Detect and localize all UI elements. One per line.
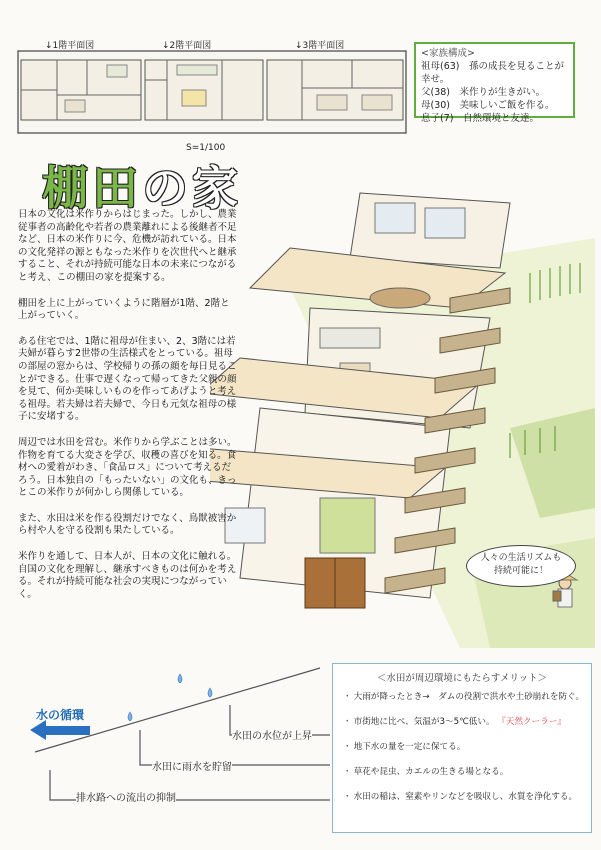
family-title: <家族構成> xyxy=(421,48,475,59)
body-paragraph: 棚田を上に上がっていくように階層が1階、2階と上がっていく。 xyxy=(18,297,230,322)
merit-item: ・ 地下水の量を一定に保てる。 xyxy=(343,742,466,752)
scale-label: S=1/100 xyxy=(186,143,226,153)
body-paragraph: 日本の文化は米作りからはじまった。しかし、農業従事者の高齢化や若者の農業離れによる後継者不足など、日本の米作りに今、危機が訪れている。日本の文化発祥の源ともなった米作りを次世代へと継承すること、それが持続可能な日本の未来につながると考え、この棚田の家を提案する。 xyxy=(18,209,237,283)
merit-title: ＜水田が周辺環境にもたらすメリット＞ xyxy=(333,670,591,684)
family-box xyxy=(414,42,575,124)
merit-item: ・ 大雨が降ったとき→ ダムの役割で洪水や土砂崩れを防ぐ。 xyxy=(343,692,585,702)
body-paragraph: また、水田は米を作る役割だけでなく、鳥獣被害から村や人を守る役割も果たしている。 xyxy=(18,512,237,537)
floorplan-label-1: ↓1階平面図 xyxy=(45,41,95,51)
water-cycle-title: 水の循環 xyxy=(36,708,85,722)
bubble-line: 持続可能に！ xyxy=(493,566,548,576)
water-cycle-diagram xyxy=(20,660,340,845)
family-member: 父(38) 米作りが生きがい。 xyxy=(421,87,546,98)
floorplan-drawing xyxy=(17,50,407,134)
family-member: 母(30) 美味しいご飯を作る。 xyxy=(421,100,555,111)
cycle-label-drainage: 排水路への流出の抑制 xyxy=(76,789,176,804)
title-part2: の家 xyxy=(142,161,242,215)
cycle-label-water-level: 水田の水位が上昇 xyxy=(232,727,312,742)
merit-box xyxy=(332,663,592,833)
body-paragraph: ある住宅では、1階に祖母が住まい、2、3階には若夫婦が暮らす2世帯の生活様式をとっている。祖母の部屋の窓からは、学校帰りの孫の顔を毎日見ることができる。仕事で遅くなって帰ってきた父親の顔を見て、何か美味しいものを作ってあげようと考える祖母。若夫婦は若夫婦で、今日も元気な祖母の様子に安堵する。 xyxy=(18,335,237,423)
family-member: 息子(7) 自然環境と友達。 xyxy=(421,113,539,124)
speech-bubble xyxy=(466,545,576,587)
bubble-line: 人々の生活リズムも xyxy=(480,553,562,563)
body-text xyxy=(18,209,238,614)
title-part1: 棚田 xyxy=(42,161,142,215)
body-paragraph: 周辺では水田を営む。米作りから学ぶことは多い。作物を育てる大変さを学び、収穫の喜びを知る。食材への愛着がわき、「食品ロス」について考えるだろう。日本独自の「もったいない」の文化も、きっとこの米作りが何かしら関係している。 xyxy=(18,436,237,499)
water-flow-arrow xyxy=(30,720,90,740)
merit-highlight: 『天然クーラー』 xyxy=(497,717,567,727)
merit-item: ・ 水田の稲は、窒素やリンなどを吸収し、水質を浄化する。 xyxy=(343,792,578,802)
cycle-label-rain-storage: 水田に雨水を貯留 xyxy=(152,758,232,773)
floorplan-label-3: ↓3階平面図 xyxy=(295,41,345,51)
floorplan-area xyxy=(17,36,407,134)
merit-item: ・ 市街地に比べ、気温が3～5℃低い。 『天然クーラー』 xyxy=(343,717,567,727)
body-paragraph: 米作りを通して、日本人が、日本の文化に触れる。自国の文化を理解し、継承すべきものは何かを考える。それが持続可能な社会の実現につながっていく。 xyxy=(18,551,237,600)
floorplan-label-2: ↓2階平面図 xyxy=(162,41,212,51)
merit-item: ・ 草花や昆虫、カエルの生きる場となる。 xyxy=(343,767,509,777)
family-member: 祖母(63) 孫の成長を見ることが幸せ。 xyxy=(421,61,565,85)
